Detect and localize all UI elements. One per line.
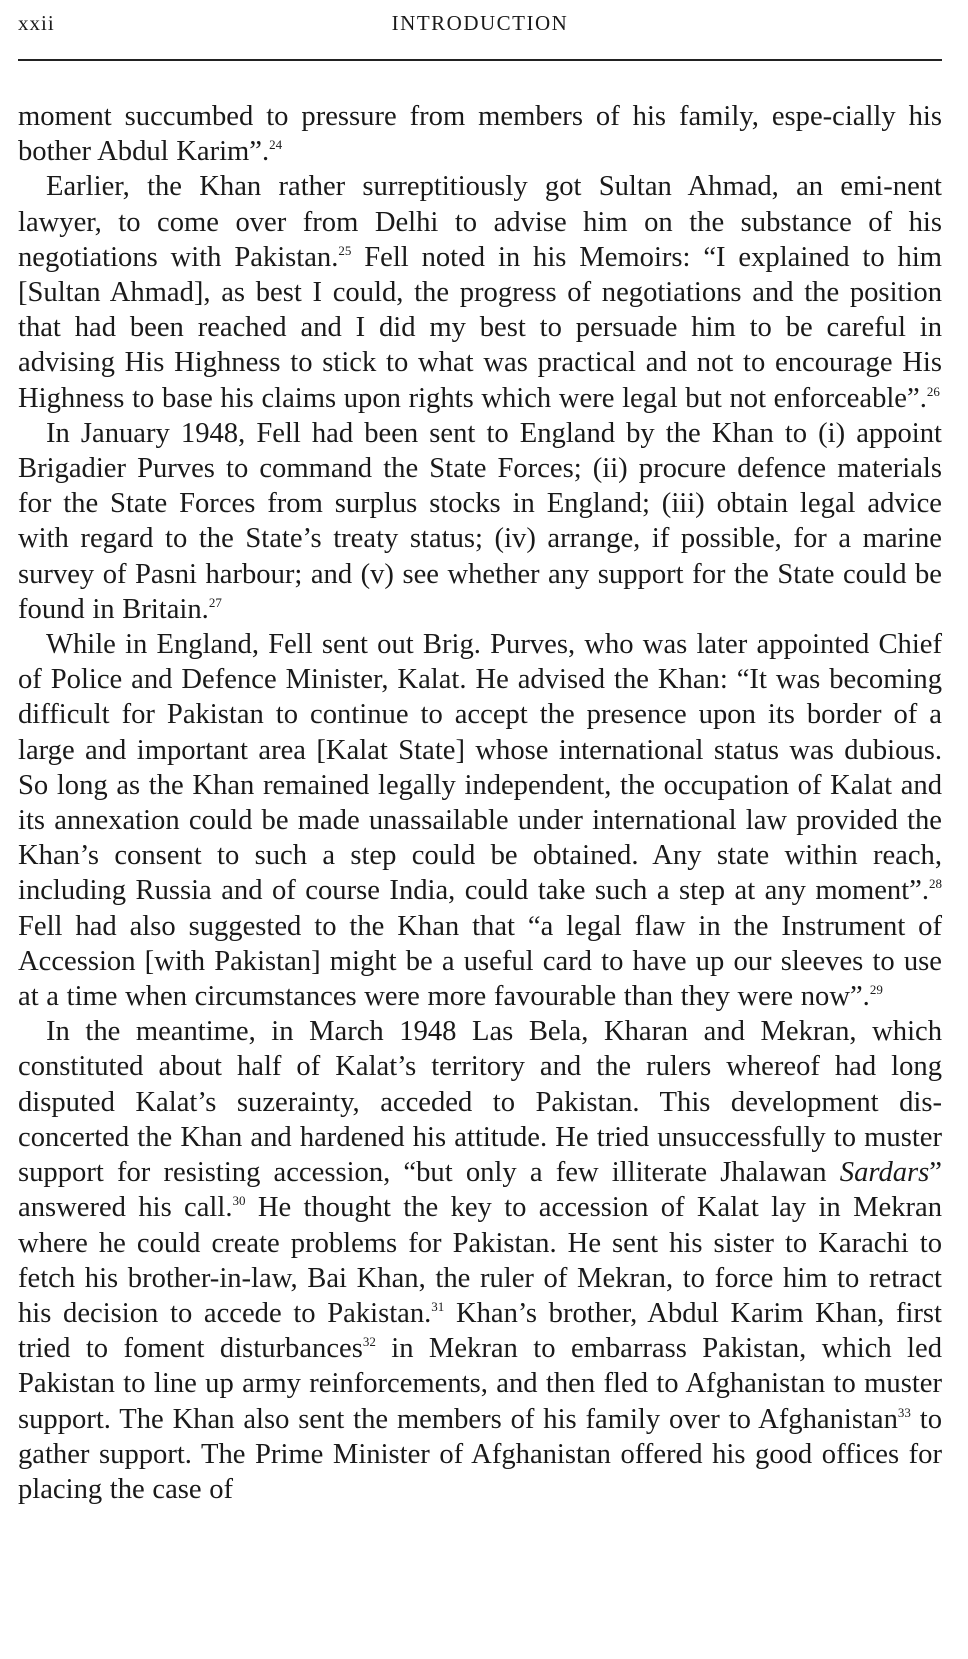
footnote-ref: 24: [269, 137, 283, 153]
paragraph: [18, 627, 942, 1014]
book-page: [18, 0, 942, 1505]
paragraph: [18, 99, 942, 169]
footnote-ref: 32: [362, 1334, 376, 1350]
text-run: in Mekran to embarrass Pakistan, which led Pakistan to line up army reinforcements, and then fled to Afghanistan to muster support. The Khan also sent the members of his family over to Afghanistan: [18, 1333, 942, 1435]
header-rule: [18, 59, 942, 61]
text-run: moment succumbed to pressure from members of his family, espe-cially his bother Abdul Karim”.: [18, 101, 942, 168]
footnote-ref: 31: [431, 1298, 445, 1314]
text-run: Fell had also suggested to the Khan that “a legal flaw in the Instrument of Accession [with Pakistan] might be a useful card to have up our sleeves to use at a time when circumstances were more favourable than they were now”.: [18, 910, 942, 1013]
text-run: Khan’s brother, Abdul Karim Khan, first tried to foment disturbances: [18, 1297, 942, 1365]
running-head: INTRODUCTION: [391, 11, 569, 35]
text-run: He thought the key to accession of Kalat lay in Mekran where he could create problems for Pakistan. He sent his sister to Karachi to fetch his brother-in-law, Bai Khan, the ruler of Mekran, to force him to retract his decision to accede to Pakistan.: [18, 1192, 942, 1329]
footnote-ref: 26: [926, 383, 940, 399]
text-run: ” answered his call.: [18, 1157, 942, 1224]
text-run: In January 1948, Fell had been sent to England by the Khan to (i) appoint Brigadier Purves to command the State Forces; (ii) procure defence materials for the State Forces from surplus stocks in England; (iii) obtain legal advice with regard to the State’s treaty status; (iv) arrange, if possible, for a marine survey of Pasni harbour; and (v) see whether any support for the State could be found in Britain.: [18, 417, 942, 625]
text-run: Earlier, the Khan rather surreptitiously got Sultan Ahmad, an emi-nent lawyer, to come over from Delhi to advise him on the substance of his negotiations with Pakistan.: [18, 171, 942, 273]
footnote-ref: 33: [897, 1404, 911, 1420]
text-run: While in England, Fell sent out Brig. Purves, who was later appointed Chief of Police and Defence Minister, Kalat. He advised the Khan: “It was becoming difficult for Pakistan to continue to accept the presence upon its border of a large and important area [Kalat State] whose international status was dubious. So long as the Khan remained legally independent, the occupation of Kalat and its annexation could be made unassailable under international law provided the Khan’s consent to such a step could be obtained. Any state within reach, including Russia and of course India, could take such a step at any moment”.: [18, 629, 942, 907]
italic-term: Sardars: [839, 1157, 930, 1189]
page-header: [18, 0, 942, 62]
footnote-ref: 30: [232, 1193, 246, 1209]
footnote-ref: 29: [869, 982, 883, 998]
footnote-ref: 27: [208, 594, 222, 610]
text-run: Fell noted in his Memoirs: “I explained to him [Sultan Ahmad], as best I could, the progress of negotiations and the position that had been reached and I did my best to persuade him to be careful in advising His Highness to stick to what was practical and not to encourage His Highness to base his claims upon rights which were legal but not enforceable”.: [18, 241, 942, 414]
body-text: [18, 99, 942, 1507]
text-run: In the meantime, in March 1948 Las Bela, Kharan and Mekran, which constituted about half of Kalat’s territory and the rulers whereof had long disputed Kalat’s suzerainty, acceded to Pakistan. This development dis-concerted the Khan and hardened his attitude. He tried unsuccessfully to muster support for resisting accession, “but only a few illiterate Jhalawan: [18, 1016, 942, 1189]
footnote-ref: 28: [929, 876, 942, 892]
paragraph: [18, 416, 942, 627]
footnote-ref: 25: [338, 242, 352, 258]
page-number: xxii: [18, 11, 55, 35]
paragraph: [18, 1014, 942, 1507]
paragraph: [18, 169, 942, 415]
text-run: to gather support. The Prime Minister of Afghanistan offered his good offices for placing the case of: [18, 1403, 942, 1505]
